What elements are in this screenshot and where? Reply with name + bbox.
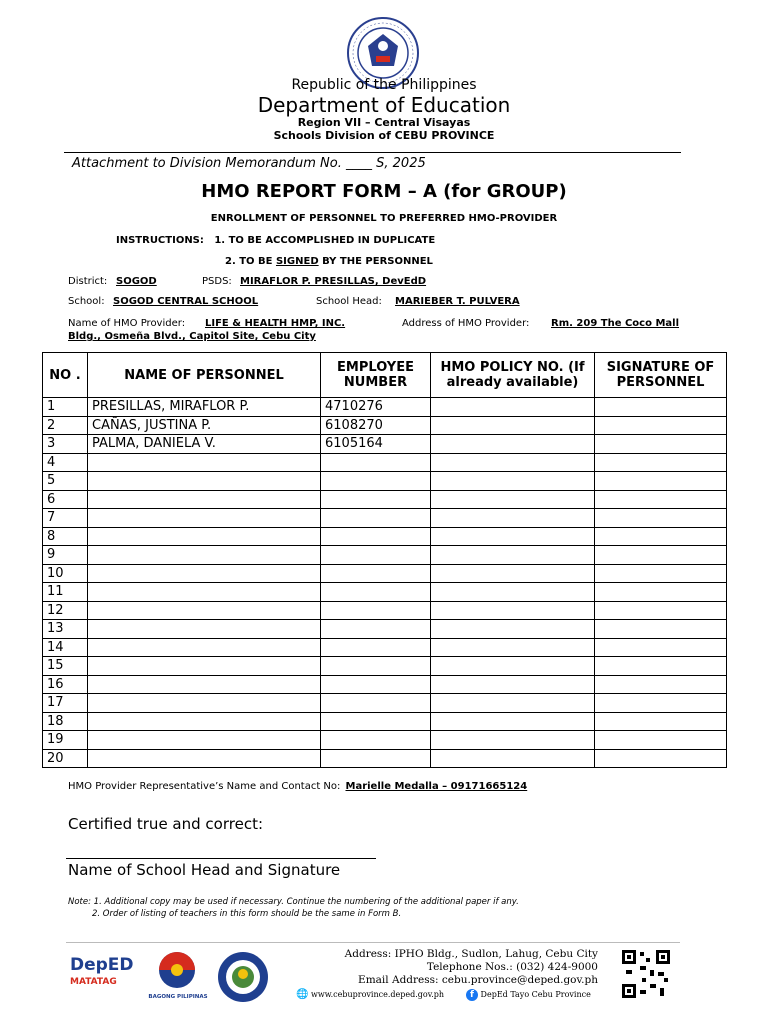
cell-policy-no	[431, 749, 595, 768]
cell-policy-no	[431, 620, 595, 639]
instruction-2-signed: SIGNED	[275, 256, 319, 267]
table-row	[43, 620, 727, 639]
table-row	[43, 453, 727, 472]
footer-address: Address: IPHO Bldg., Sudlon, Lahug, Cebu City	[344, 948, 598, 960]
instruction-2-pre: 2. TO BE	[225, 256, 276, 267]
cell-employee-number	[321, 601, 431, 620]
hmo-provider-value: LIFE & HEALTH HMP, INC.	[205, 318, 346, 329]
cell-policy-no	[431, 472, 595, 491]
cell-employee-number	[321, 620, 431, 639]
table-row	[43, 601, 727, 620]
table-row	[43, 675, 727, 694]
department-heading: Department of Education	[257, 93, 511, 117]
cell-policy-no	[431, 435, 595, 454]
cell-employee-number	[321, 657, 431, 676]
cell-signature	[595, 675, 727, 694]
cell-name	[88, 527, 321, 546]
cell-no: 18	[43, 712, 88, 731]
note-2: 2. Order of listing of teachers in this form should be the same in Form B.	[92, 909, 402, 919]
district-value: SOGOD	[116, 276, 157, 287]
cell-signature	[595, 601, 727, 620]
table-header-row	[43, 353, 727, 398]
footer-contact	[300, 948, 598, 987]
signature-caption: Name of School Head and Signature	[68, 861, 341, 879]
cell-name	[88, 490, 321, 509]
cell-employee-number	[321, 694, 431, 713]
cell-signature	[595, 564, 727, 583]
cell-no: 12	[43, 601, 88, 620]
signature-line	[66, 858, 376, 859]
note-1: Note: 1. Additional copy may be used if necessary. Continue the numbering of the additional paper if any.	[68, 897, 519, 907]
cell-policy-no	[431, 657, 595, 676]
table-body	[43, 398, 727, 768]
table-row	[43, 472, 727, 491]
qr-code-icon	[620, 948, 672, 1000]
header-divider	[64, 152, 681, 153]
cell-signature	[595, 712, 727, 731]
cell-signature	[595, 453, 727, 472]
cell-name	[88, 453, 321, 472]
cell-employee-number	[321, 564, 431, 583]
table-row	[43, 694, 727, 713]
cell-name: PRESILLAS, MIRAFLOR P.	[88, 398, 321, 417]
table-row	[43, 490, 727, 509]
cell-signature	[595, 435, 727, 454]
table-row	[43, 509, 727, 528]
cell-no: 4	[43, 453, 88, 472]
cell-signature	[595, 398, 727, 417]
cell-policy-no	[431, 638, 595, 657]
cell-employee-number	[321, 675, 431, 694]
psds-label: PSDS:	[202, 276, 232, 287]
col-header-signature: SIGNATURE OF PERSONNEL	[595, 353, 727, 398]
instruction-2-post: BY THE PERSONNEL	[318, 256, 433, 267]
cell-no: 10	[43, 564, 88, 583]
instruction-1	[116, 235, 435, 246]
col-header-policy-no: HMO POLICY NO. (If already available)	[431, 353, 595, 398]
col-header-name: NAME OF PERSONNEL	[88, 353, 321, 398]
cell-name	[88, 564, 321, 583]
psds-value: MIRAFLOR P. PRESILLAS, DevEdD	[240, 276, 427, 287]
certified-text: Certified true and correct:	[68, 815, 263, 833]
cell-policy-no	[431, 398, 595, 417]
cell-employee-number	[321, 638, 431, 657]
footer-telephone: Telephone Nos.: (032) 424-9000	[426, 961, 598, 973]
hmo-address-value-2: Bldg., Osmeña Blvd., Capitol Site, Cebu City	[68, 331, 316, 342]
cell-no: 11	[43, 583, 88, 602]
table-row	[43, 398, 727, 417]
cell-signature	[595, 509, 727, 528]
bagong-pilipinas-logo	[148, 950, 206, 992]
cell-no: 20	[43, 749, 88, 768]
cell-no: 5	[43, 472, 88, 491]
cell-employee-number	[321, 749, 431, 768]
division-heading: Schools Division of CEBU PROVINCE	[273, 129, 495, 142]
cell-name	[88, 546, 321, 565]
table-row	[43, 749, 727, 768]
instruction-1-text: 1. TO BE ACCOMPLISHED IN DUPLICATE	[214, 235, 436, 246]
table-row	[43, 564, 727, 583]
deped-logo	[70, 955, 138, 989]
cell-policy-no	[431, 712, 595, 731]
cell-policy-no	[431, 453, 595, 472]
cell-employee-number	[321, 712, 431, 731]
table-row	[43, 638, 727, 657]
col-header-no: NO .	[43, 353, 88, 398]
division-seal-logo	[216, 950, 270, 1004]
cell-policy-no	[431, 546, 595, 565]
cell-name	[88, 712, 321, 731]
table-row	[43, 435, 727, 454]
cell-policy-no	[431, 564, 595, 583]
cell-policy-no	[431, 416, 595, 435]
cell-name	[88, 583, 321, 602]
website-text: www.cebuprovince.deped.gov.ph	[311, 990, 445, 999]
hmo-address-label: Address of HMO Provider:	[402, 318, 530, 329]
school-head-value: MARIEBER T. PULVERA	[395, 296, 520, 307]
cell-signature	[595, 731, 727, 750]
cell-signature	[595, 546, 727, 565]
representative-value: Marielle Medalla – 09171665124	[345, 781, 528, 792]
cell-policy-no	[431, 509, 595, 528]
cell-signature	[595, 527, 727, 546]
footer-email: Email Address: cebu.province@deped.gov.ph	[358, 974, 598, 986]
cell-no: 2	[43, 416, 88, 435]
cell-signature	[595, 657, 727, 676]
cell-employee-number: 6108270	[321, 416, 431, 435]
cell-employee-number	[321, 453, 431, 472]
instruction-2	[225, 256, 433, 267]
cell-name	[88, 472, 321, 491]
deped-logo-text: DepED	[70, 955, 134, 975]
cell-signature	[595, 638, 727, 657]
cell-employee-number: 4710276	[321, 398, 431, 417]
memo-reference: Attachment to Division Memorandum No. ____ S, 2025	[72, 156, 426, 171]
matatag-text: MATATAG	[70, 977, 117, 987]
cell-policy-no	[431, 601, 595, 620]
cell-name	[88, 509, 321, 528]
table-row	[43, 712, 727, 731]
cell-signature	[595, 472, 727, 491]
cell-signature	[595, 749, 727, 768]
cell-policy-no	[431, 490, 595, 509]
table-row	[43, 657, 727, 676]
cell-no: 19	[43, 731, 88, 750]
cell-policy-no	[431, 675, 595, 694]
cell-employee-number	[321, 527, 431, 546]
cell-policy-no	[431, 694, 595, 713]
cell-policy-no	[431, 527, 595, 546]
cell-name: CAÑAS, JUSTINA P.	[88, 416, 321, 435]
cell-name	[88, 731, 321, 750]
cell-name	[88, 620, 321, 639]
cell-no: 9	[43, 546, 88, 565]
table-row	[43, 416, 727, 435]
cell-name	[88, 675, 321, 694]
cell-employee-number: 6105164	[321, 435, 431, 454]
cell-policy-no	[431, 731, 595, 750]
facebook-text: DepEd Tayo Cebu Province	[480, 990, 591, 999]
school-head-label: School Head:	[316, 296, 382, 307]
cell-employee-number	[321, 490, 431, 509]
cell-signature	[595, 620, 727, 639]
cell-no: 6	[43, 490, 88, 509]
footer-divider	[66, 942, 680, 943]
cell-employee-number	[321, 472, 431, 491]
cell-signature	[595, 583, 727, 602]
instructions-label: INSTRUCTIONS:	[116, 235, 204, 246]
region-heading: Region VII – Central Visayas	[297, 116, 471, 129]
cell-signature	[595, 694, 727, 713]
footer-website[interactable]	[296, 989, 444, 1000]
form-title: HMO REPORT FORM – A (for GROUP)	[201, 181, 567, 202]
cell-name	[88, 657, 321, 676]
cell-no: 14	[43, 638, 88, 657]
cell-no: 1	[43, 398, 88, 417]
table-row	[43, 731, 727, 750]
globe-icon: 🌐	[296, 989, 309, 1000]
personnel-table	[42, 352, 727, 768]
form-subtitle: ENROLLMENT OF PERSONNEL TO PREFERRED HMO-PROVIDER	[210, 213, 558, 224]
cell-name: PALMA, DANIELA V.	[88, 435, 321, 454]
representative-line	[68, 774, 527, 793]
bagong-pilipinas-text: BAGONG PILIPINAS	[148, 994, 208, 1000]
cell-employee-number	[321, 546, 431, 565]
table-row	[43, 583, 727, 602]
hmo-address-value-1: Rm. 209 The Coco Mall	[551, 318, 680, 329]
cell-signature	[595, 490, 727, 509]
facebook-icon: f	[466, 989, 478, 1001]
cell-employee-number	[321, 583, 431, 602]
cell-no: 8	[43, 527, 88, 546]
cell-signature	[595, 416, 727, 435]
republic-heading: Republic of the Philippines	[291, 77, 477, 93]
cell-name	[88, 749, 321, 768]
cell-policy-no	[431, 583, 595, 602]
cell-no: 13	[43, 620, 88, 639]
cell-name	[88, 638, 321, 657]
cell-employee-number	[321, 731, 431, 750]
table-row	[43, 527, 727, 546]
footer-facebook[interactable]	[466, 989, 591, 1001]
cell-name	[88, 694, 321, 713]
school-value: SOGOD CENTRAL SCHOOL	[113, 296, 259, 307]
school-label: School:	[68, 296, 105, 307]
district-label: District:	[68, 276, 108, 287]
cell-no: 7	[43, 509, 88, 528]
representative-label: HMO Provider Representative’s Name and Contact No:	[68, 781, 341, 792]
cell-employee-number	[321, 509, 431, 528]
cell-name	[88, 601, 321, 620]
col-header-employee-number: EMPLOYEE NUMBER	[321, 353, 431, 398]
notes	[68, 896, 519, 920]
cell-no: 17	[43, 694, 88, 713]
cell-no: 15	[43, 657, 88, 676]
cell-no: 3	[43, 435, 88, 454]
cell-no: 16	[43, 675, 88, 694]
hmo-provider-label: Name of HMO Provider:	[68, 318, 186, 329]
table-row	[43, 546, 727, 565]
